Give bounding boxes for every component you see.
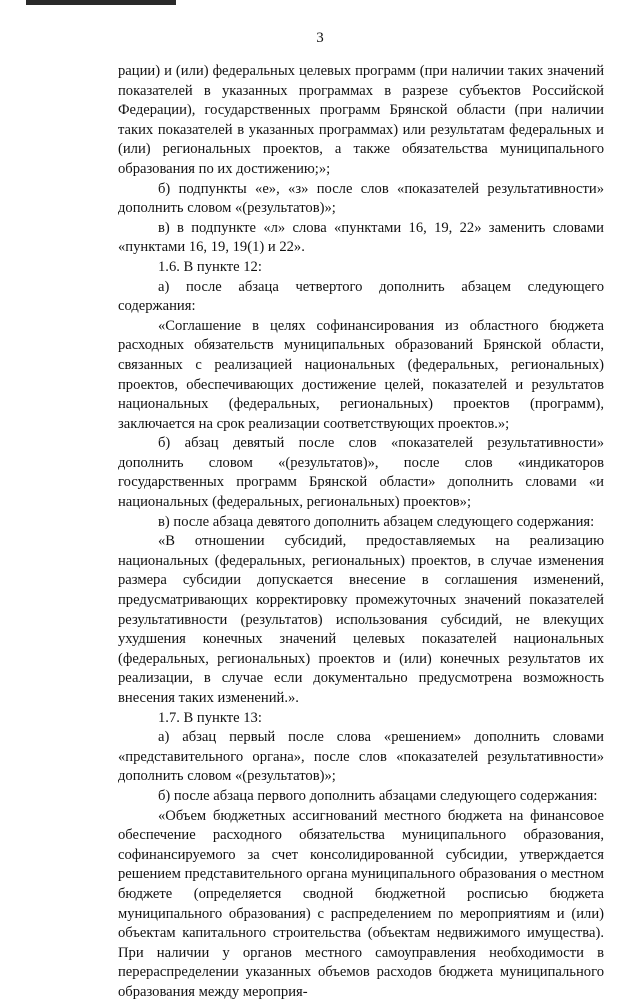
paragraph-subitem-b: б) подпункты «е», «з» после слов «показателей результативности» дополнить словом «(результатов)»; — [118, 180, 604, 217]
paragraph-quote-subsidies: «В отношении субсидий, предоставляемых на реализацию национальных (федеральных, региональных) проектов, в случае изменения размера субсидии допускается внесение в соглашения изменений, предусматривающих корректировку промежуточных значений показателей результативности (результатов) использования субсидий, не влекущих ухудшения конечных значений целевых показателей национальных (федеральных, региональных) проектов и (или) конечных результатов их реализации, в случае если документально предусмотрена возможность внесения таких изменений.». — [118, 533, 604, 706]
paragraph-subitem-v: в) в подпункте «л» слова «пунктами 16, 19, 22» заменить словами «пунктами 16, 19, 19(1) и 22». — [118, 219, 604, 256]
section-heading-1-7: 1.7. В пункте 13: — [158, 709, 262, 726]
paragraph-subitem-a: а) после абзаца четвертого дополнить абзацем следующего содержания: — [118, 278, 604, 315]
paragraph-subitem-b: б) абзац девятый после слов «показателей результативности» дополнить словом «(результатов)», после слов «индикаторов государственных программ Брянской области» дополнить словами «и национальных (федеральных, региональных) проектов»; — [118, 435, 604, 511]
paragraph-quote-budget: «Объем бюджетных ассигнований местного бюджета на финансовое обеспечение расходного обязательства муниципального образования, софинансируемого за счет консолидированной субсидии, утверждается решением представительного органа муниципального образования о местном бюджете (определяется сводной бюджетной росписью бюджета муниципального образования) с распределением по мероприятиям и (или) объектам капитального строительства (объектам недвижимого имущества). При наличии у органов местного самоуправления необходимости в перераспределении указанных объемов расходов бюджета муниципального образования между мероприя- — [118, 807, 604, 1000]
document-body — [118, 62, 604, 1003]
paragraph-subitem-a: а) абзац первый после слова «решением» дополнить словами «представительного органа», после слов «показателей результативности» дополнить словом «(результатов)»; — [118, 729, 604, 785]
paragraph-subitem-v: в) после абзаца девятого дополнить абзацем следующего содержания: — [158, 513, 595, 530]
paragraph-subitem-b: б) после абзаца первого дополнить абзацами следующего содержания: — [158, 787, 598, 804]
paragraph-continuation: рации) и (или) федеральных целевых программ (при наличии таких значений показателей в указанных программах в разрезе субъектов Российской Федерации), государственных программ Брянской области (при наличии таких показателей в указанных программах) или результатам федеральных и (или) региональных проектов, а также обязательства муниципального образования по их достижению;»; — [118, 63, 604, 177]
top-scan-rule — [26, 0, 176, 5]
paragraph-quote-agreement: «Соглашение в целях софинансирования из областного бюджета расходных обязательств муниципальных образований Брянской области, связанных с реализацией национальных (федеральных, региональных) проектов, обеспечивающих достижение целей, показателей и результатов национальных (федеральных, региональных) проектов (программ), заключается на срок реализации соответствующих проектов.»; — [118, 317, 604, 432]
section-heading-1-6: 1.6. В пункте 12: — [158, 258, 262, 275]
page-number: 3 — [316, 30, 324, 46]
